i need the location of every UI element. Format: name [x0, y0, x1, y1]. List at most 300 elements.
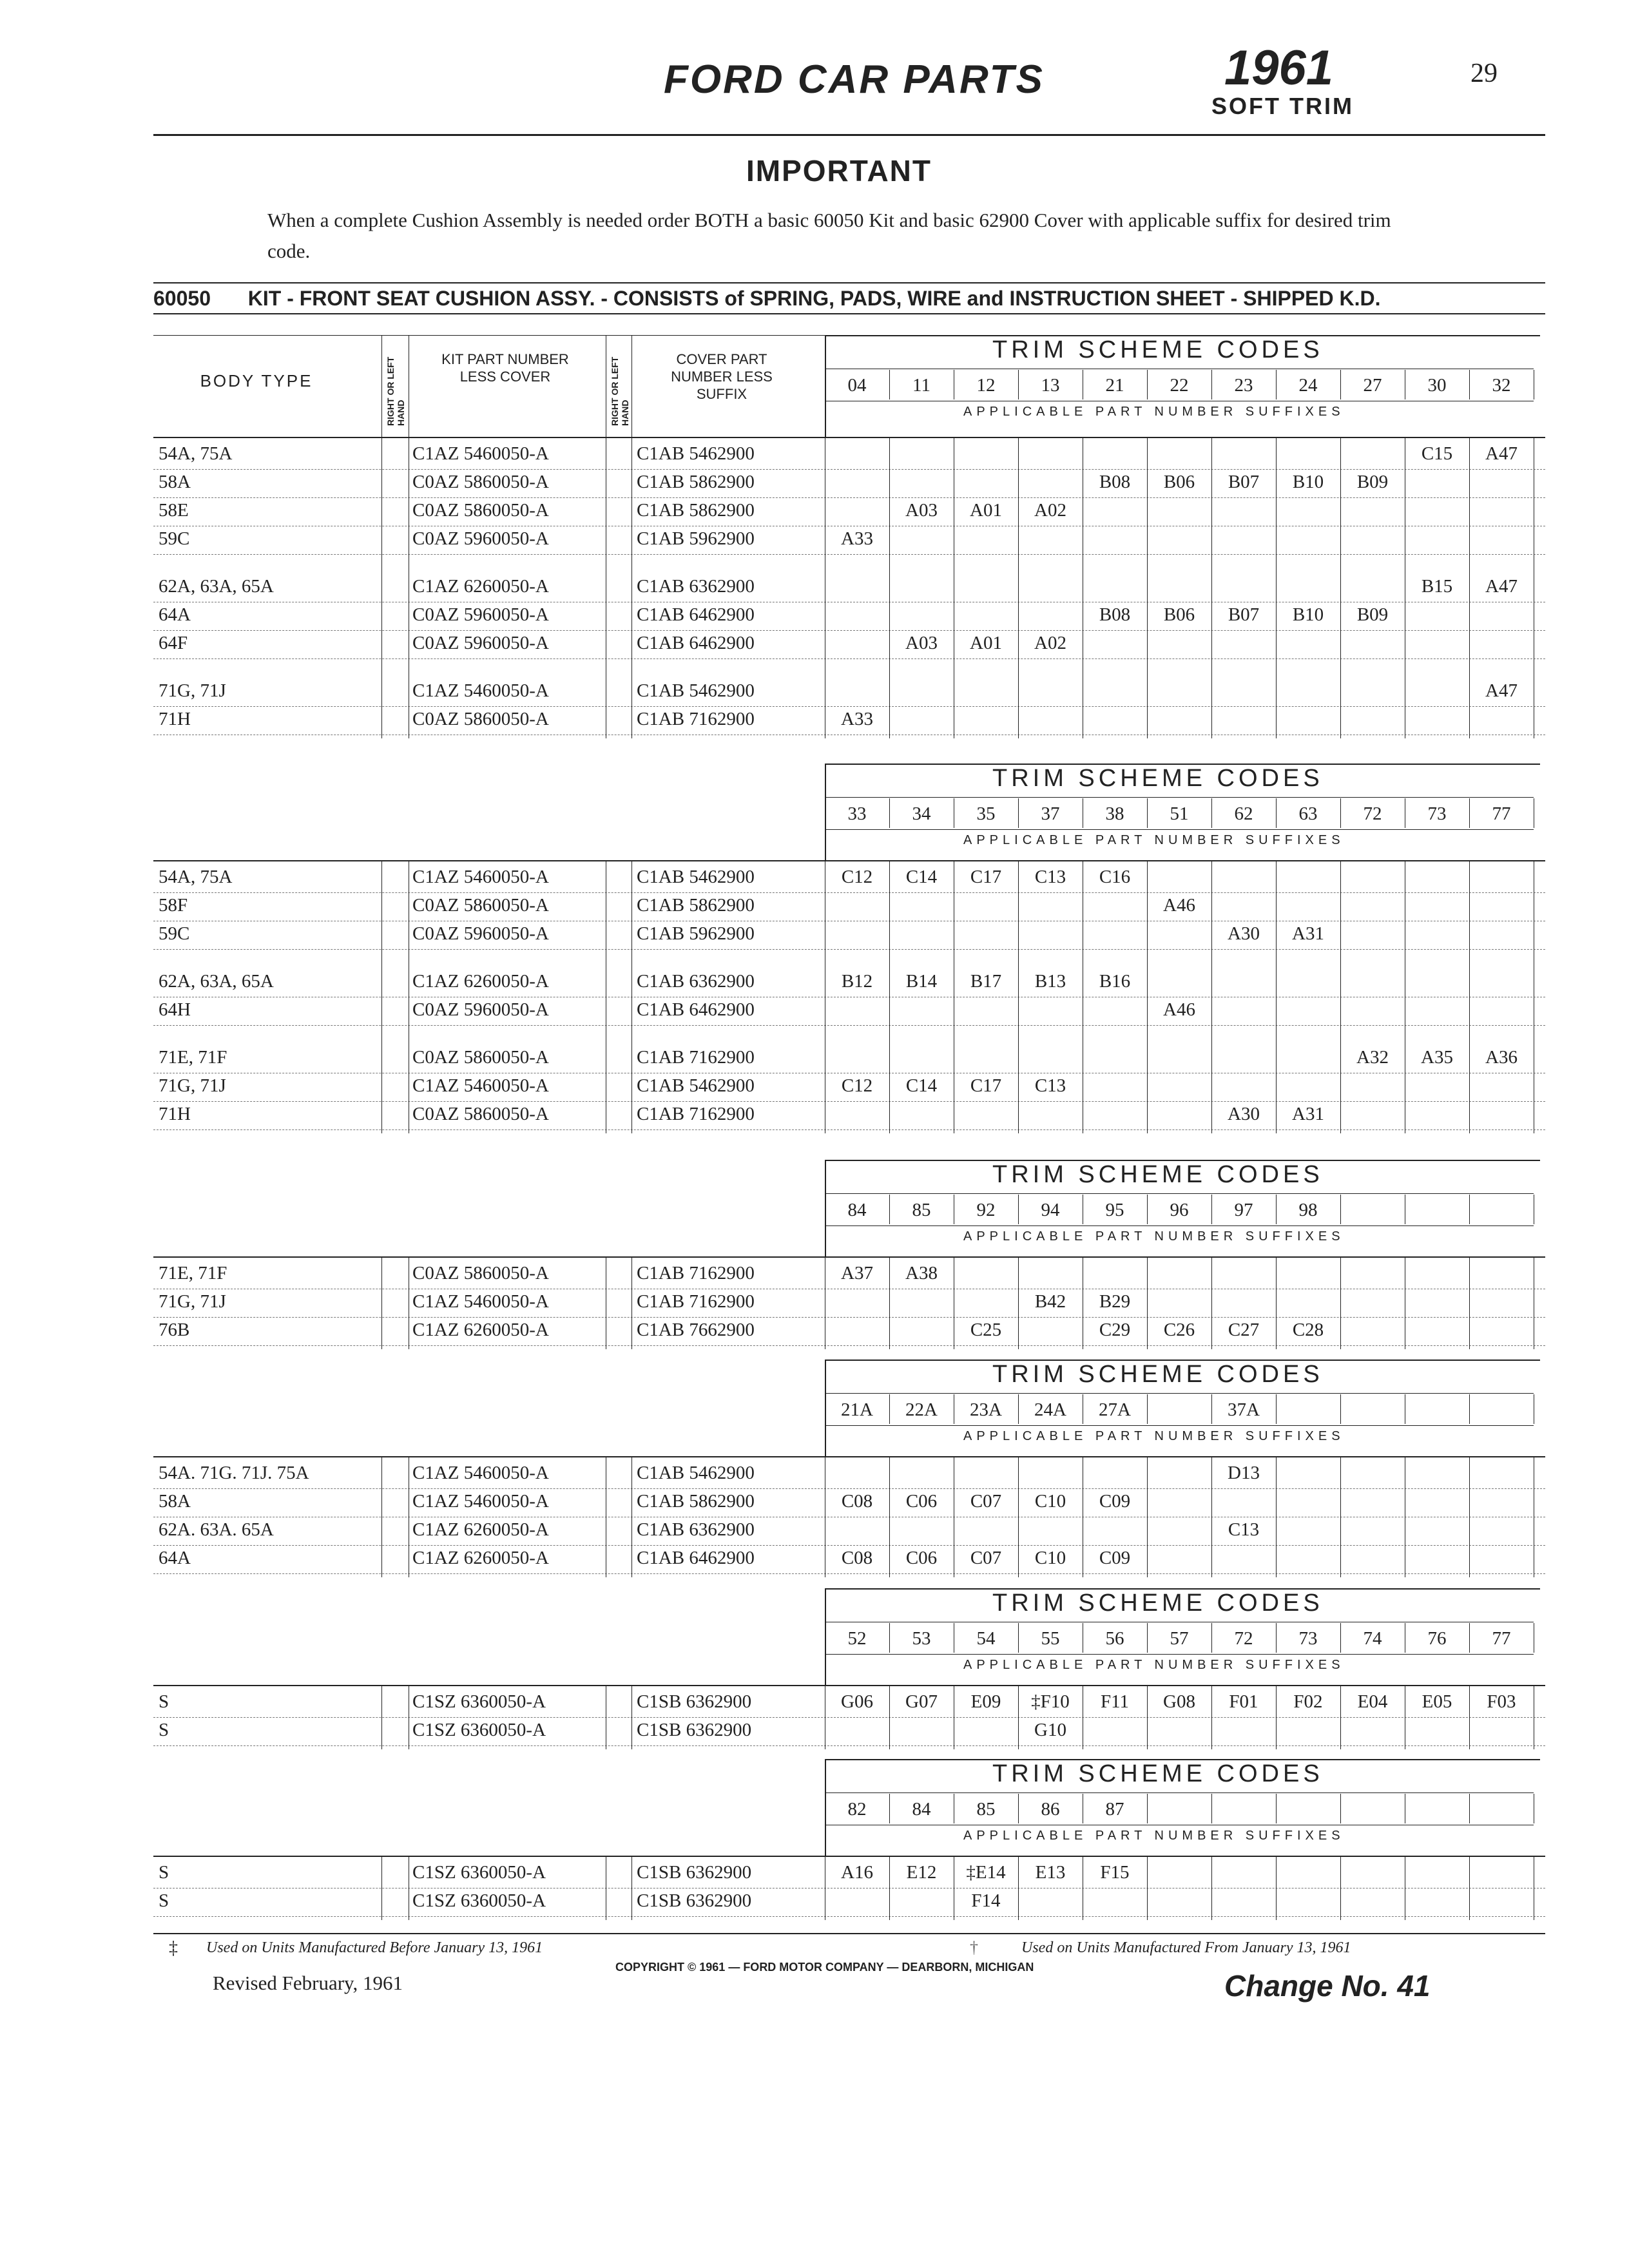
cover-part-number: C1SB 6362900	[637, 1862, 752, 1883]
part-suffix-cell: A38	[905, 1263, 938, 1283]
suffix-column-divider	[1469, 437, 1470, 738]
part-suffix-cell: C17	[970, 1075, 1002, 1096]
part-suffix-cell: A03	[905, 500, 938, 521]
kit-part-number: C0AZ 5960050-A	[412, 528, 549, 549]
suffix-column-divider	[1340, 860, 1341, 1133]
trim-code: 82	[847, 1799, 867, 1820]
cover-part-number: C1AB 7162900	[637, 1291, 755, 1312]
kit-part-number: C0AZ 5960050-A	[412, 604, 549, 625]
part-suffix-cell: B15	[1421, 576, 1453, 597]
cover-part-header: COVER PART NUMBER LESS SUFFIX	[671, 351, 773, 402]
cover-part-number: C1AB 6362900	[637, 971, 755, 992]
from-date-marker-icon: †	[970, 1938, 978, 1957]
part-suffix-cell: E13	[1035, 1862, 1066, 1883]
suffix-column-divider	[889, 1456, 890, 1577]
trim-scheme-codes-label: TRIM SCHEME CODES	[992, 1361, 1324, 1388]
part-suffix-cell: F14	[971, 1890, 1001, 1911]
suffix-column-divider	[1469, 1685, 1470, 1749]
cover-part-number: C1AB 7162900	[637, 1104, 755, 1124]
cover-part-number: C1AB 6462900	[637, 604, 755, 625]
trim-code-divider	[1276, 798, 1277, 828]
table-column-divider	[381, 1256, 382, 1349]
part-suffix-cell: A35	[1421, 1047, 1453, 1068]
table-column-divider	[631, 860, 632, 1133]
part-suffix-cell: A47	[1485, 576, 1518, 597]
trim-code: 22A	[905, 1399, 938, 1420]
suffix-column-divider	[1340, 437, 1341, 738]
trim-code-divider	[1018, 1195, 1019, 1224]
page-title: FORD CAR PARTS	[664, 57, 1045, 102]
trim-code: 12	[976, 375, 996, 396]
suffix-column-divider	[889, 1256, 890, 1349]
part-suffix-cell: C29	[1099, 1320, 1131, 1340]
trim-code-divider	[1147, 370, 1148, 399]
trim-code-divider	[889, 1195, 890, 1224]
table-column-divider	[381, 860, 382, 1133]
trim-code-divider	[1469, 798, 1470, 828]
part-suffix-cell: G10	[1034, 1720, 1066, 1740]
trim-code: 73	[1427, 803, 1447, 824]
part-suffix-cell: B29	[1099, 1291, 1131, 1312]
body-type-cell: 64F	[159, 633, 188, 653]
kit-part-number: C1AZ 5460050-A	[412, 1291, 549, 1312]
kit-part-number: C1SZ 6360050-A	[412, 1720, 546, 1740]
trim-code: 92	[976, 1200, 996, 1220]
trim-code: 21A	[841, 1399, 873, 1420]
kit-part-number: C1AZ 6260050-A	[412, 576, 549, 597]
cover-part-number: C1AB 6462900	[637, 999, 755, 1020]
part-suffix-cell: C08	[841, 1491, 873, 1512]
trim-code: 33	[847, 803, 867, 824]
trim-code: 72	[1234, 1628, 1253, 1649]
trim-code-row-top-rule	[825, 1792, 1534, 1793]
kit-number: 60050	[153, 287, 211, 310]
body-type-cell: 58A	[159, 1491, 191, 1512]
before-date-marker-icon: ‡	[169, 1938, 178, 1958]
part-suffix-cell: E04	[1357, 1691, 1388, 1712]
suffix-column-divider	[1018, 1685, 1019, 1749]
cover-part-number: C1AB 6362900	[637, 576, 755, 597]
body-type-cell: 54A, 75A	[159, 443, 233, 464]
body-type-header: BODY TYPE	[200, 371, 313, 390]
suffix-column-divider	[1276, 1456, 1277, 1577]
body-type-cell: S	[159, 1720, 169, 1740]
part-suffix-cell: C06	[905, 1548, 938, 1568]
part-suffix-cell: A16	[841, 1862, 873, 1883]
cover-part-number: C1AB 5462900	[637, 443, 755, 464]
important-heading: IMPORTANT	[746, 154, 932, 187]
kit-part-number: C0AZ 5960050-A	[412, 923, 549, 944]
table-column-divider	[631, 1456, 632, 1577]
trim-code-divider	[1211, 1794, 1212, 1823]
footnote-before: Used on Units Manufactured Before January 13, 1961	[206, 1939, 543, 1956]
cover-part-number: C1AB 5962900	[637, 923, 755, 944]
part-suffix-cell: C15	[1421, 443, 1453, 464]
cover-part-number: C1AB 5862900	[637, 472, 755, 492]
part-suffix-cell: ‡E14	[966, 1862, 1006, 1883]
trim-code: 85	[976, 1799, 996, 1820]
trim-code: 27	[1363, 375, 1382, 396]
part-suffix-cell: ‡F10	[1031, 1691, 1070, 1712]
body-type-cell: 59C	[159, 923, 190, 944]
suffix-column-divider	[1018, 860, 1019, 1133]
trim-code: 76	[1427, 1628, 1447, 1649]
trim-code: 77	[1492, 803, 1511, 824]
part-suffix-cell: A36	[1485, 1047, 1518, 1068]
part-suffix-cell: A30	[1228, 1104, 1260, 1124]
suffix-column-divider	[1469, 1256, 1470, 1349]
kit-part-number: C0AZ 5860050-A	[412, 472, 549, 492]
kit-part-number: C1AZ 6260050-A	[412, 1320, 549, 1340]
trim-code-row-bottom-rule	[825, 1425, 1534, 1426]
part-suffix-cell: G07	[905, 1691, 938, 1712]
cover-part-number: C1AB 5462900	[637, 680, 755, 701]
table-row-rule	[153, 706, 1545, 707]
table-row-rule	[153, 1573, 1545, 1574]
body-type-cell: 58E	[159, 500, 189, 521]
table-row-rule	[153, 949, 1545, 950]
table-row-rule	[153, 1916, 1545, 1917]
trim-code: 30	[1427, 375, 1447, 396]
part-suffix-cell: A32	[1356, 1047, 1389, 1068]
header-rule	[153, 134, 1545, 136]
part-suffix-cell: C12	[841, 867, 873, 887]
kit-part-number: C1AZ 5460050-A	[412, 680, 549, 701]
body-type-cell: 62A, 63A, 65A	[159, 576, 274, 597]
part-suffix-cell: C26	[1163, 1320, 1195, 1340]
body-type-cell: S	[159, 1691, 169, 1712]
section-header-bottom-rule	[153, 1256, 1545, 1258]
part-suffix-cell: B06	[1163, 472, 1195, 492]
part-suffix-cell: A47	[1485, 680, 1518, 701]
trim-code-divider	[1469, 1623, 1470, 1653]
table-row-rule	[153, 469, 1545, 470]
part-suffix-cell: C10	[1034, 1548, 1066, 1568]
kit-part-number: C1AZ 5460050-A	[412, 1463, 549, 1483]
kit-part-number: C1SZ 6360050-A	[412, 1691, 546, 1712]
body-type-cell: 71H	[159, 709, 191, 729]
table-row-rule	[153, 630, 1545, 631]
suffix-column-divider	[1211, 1256, 1212, 1349]
part-suffix-cell: F03	[1487, 1691, 1516, 1712]
table-column-divider	[631, 1685, 632, 1749]
trim-code: 34	[912, 803, 931, 824]
part-suffix-cell: C13	[1034, 1075, 1066, 1096]
important-text: When a complete Cushion Assembly is needed order BOTH a basic 60050 Kit and basic 62900 Cover with applicable suffix for desired trim code.	[267, 209, 1391, 262]
body-type-cell: 62A, 63A, 65A	[159, 971, 274, 992]
trim-code-divider	[1276, 1623, 1277, 1653]
cover-part-number: C1AB 7162900	[637, 1263, 755, 1283]
trim-code-divider	[1340, 370, 1341, 399]
kit-part-number: C0AZ 5860050-A	[412, 500, 549, 521]
trim-code-divider	[1018, 1394, 1019, 1424]
part-suffix-cell: B06	[1163, 604, 1195, 625]
part-suffix-cell: C09	[1099, 1491, 1131, 1512]
trim-code-divider	[1147, 1794, 1148, 1823]
trim-scheme-codes-label: TRIM SCHEME CODES	[992, 1161, 1324, 1188]
kit-description-text: KIT - FRONT SEAT CUSHION ASSY. - CONSISTS of SPRING, PADS, WIRE and INSTRUCTION SHEET - SHIPPED K.D.	[247, 287, 1381, 310]
applicable-suffixes-label: APPLICABLE PART NUMBER SUFFIXES	[963, 833, 1345, 847]
trim-code-divider	[1469, 1195, 1470, 1224]
trim-code-divider	[889, 1394, 890, 1424]
suffix-column-divider	[1018, 437, 1019, 738]
column-header-top-rule	[153, 335, 825, 336]
part-suffix-cell: E09	[970, 1691, 1001, 1712]
part-suffix-cell: B14	[905, 971, 938, 992]
section-header-bottom-rule	[153, 437, 1545, 438]
body-type-cell: 64A	[159, 1548, 191, 1568]
suffix-column-divider	[1340, 1856, 1341, 1920]
kit-part-number: C1AZ 5460050-A	[412, 867, 549, 887]
trim-code-divider	[1469, 1794, 1470, 1823]
suffix-column-divider	[1276, 1685, 1277, 1749]
part-suffix-cell: A37	[841, 1263, 873, 1283]
body-type-cell: 76B	[159, 1320, 190, 1340]
trim-code-row-top-rule	[825, 1193, 1534, 1194]
trim-scheme-codes-label: TRIM SCHEME CODES	[992, 1760, 1324, 1787]
cover-part-number: C1AB 7162900	[637, 709, 755, 729]
revised-date: Revised February, 1961	[213, 1972, 403, 1994]
suffix-column-divider	[1276, 860, 1277, 1133]
part-suffix-cell: B10	[1292, 604, 1324, 625]
trim-code: 95	[1105, 1200, 1124, 1220]
trim-code-divider	[1276, 1794, 1277, 1823]
part-suffix-cell: B12	[841, 971, 873, 992]
part-suffix-cell: A46	[1163, 895, 1195, 916]
suffix-column-divider	[1469, 1456, 1470, 1577]
trim-code: 86	[1041, 1799, 1060, 1820]
body-type-cell: 71E, 71F	[159, 1047, 227, 1068]
part-suffix-cell: F15	[1100, 1862, 1130, 1883]
trim-code: 73	[1298, 1628, 1318, 1649]
part-suffix-cell: F02	[1293, 1691, 1323, 1712]
table-column-divider	[631, 1256, 632, 1349]
kit-part-number: C0AZ 5860050-A	[412, 895, 549, 916]
suffix-column-divider	[1340, 1256, 1341, 1349]
kit-part-header: KIT PART NUMBER LESS COVER	[441, 351, 569, 385]
table-row-rule	[153, 554, 1545, 555]
trim-code: 96	[1170, 1200, 1189, 1220]
part-suffix-cell: C07	[970, 1548, 1002, 1568]
kit-part-number: C1AZ 6260050-A	[412, 1519, 549, 1540]
trim-code: 54	[976, 1628, 996, 1649]
trim-code: 84	[912, 1799, 931, 1820]
trim-code-divider	[1340, 1623, 1341, 1653]
kit-part-number: C0AZ 5860050-A	[412, 1047, 549, 1068]
trim-code-divider	[1469, 370, 1470, 399]
part-suffix-cell: C12	[841, 1075, 873, 1096]
trim-code: 27A	[1099, 1399, 1131, 1420]
right-left-hand-header: RIGHT OR LEFT HAND	[610, 356, 630, 426]
trim-code-divider	[1469, 1394, 1470, 1424]
table-row-rule	[153, 1101, 1545, 1102]
part-suffix-cell: A46	[1163, 999, 1195, 1020]
trim-code-divider	[1276, 1195, 1277, 1224]
body-type-cell: 71G, 71J	[159, 1291, 226, 1312]
body-type-cell: S	[159, 1862, 169, 1883]
body-type-cell: 64A	[159, 604, 191, 625]
part-suffix-cell: A33	[841, 528, 873, 549]
part-suffix-cell: A33	[841, 709, 873, 729]
table-row-rule	[153, 892, 1545, 893]
suffix-column-divider	[1147, 437, 1148, 738]
trim-code: 13	[1041, 375, 1060, 396]
cover-part-number: C1AB 7662900	[637, 1320, 755, 1340]
body-type-cell: 54A, 75A	[159, 867, 233, 887]
trim-code: 37	[1041, 803, 1060, 824]
part-suffix-cell: A30	[1228, 923, 1260, 944]
part-suffix-cell: B07	[1228, 604, 1260, 625]
part-suffix-cell: C14	[905, 867, 938, 887]
suffix-column-divider	[1147, 860, 1148, 1133]
cover-part-number: C1AB 5462900	[637, 1075, 755, 1096]
part-suffix-cell: C28	[1292, 1320, 1324, 1340]
part-suffix-cell: B42	[1034, 1291, 1066, 1312]
suffix-column-divider	[889, 860, 890, 1133]
part-suffix-cell: G06	[841, 1691, 873, 1712]
kit-part-number: C1SZ 6360050-A	[412, 1862, 546, 1883]
kit-part-number: C0AZ 5860050-A	[412, 1104, 549, 1124]
trim-code-row-top-rule	[825, 797, 1534, 798]
column-header-divider	[381, 335, 382, 437]
trim-code-divider	[1211, 370, 1212, 399]
trim-code-divider	[1211, 1394, 1212, 1424]
table-column-divider	[631, 1856, 632, 1920]
kit-part-number: C1AZ 6260050-A	[412, 1548, 549, 1568]
trim-code-divider	[889, 1794, 890, 1823]
trim-code: 32	[1492, 375, 1511, 396]
part-suffix-cell: A01	[970, 500, 1002, 521]
part-suffix-cell: G08	[1163, 1691, 1195, 1712]
kit-line-rule-top	[153, 282, 1545, 284]
trim-code: 37A	[1228, 1399, 1260, 1420]
trim-scheme-codes-label: TRIM SCHEME CODES	[992, 765, 1324, 792]
suffix-column-divider	[1276, 1856, 1277, 1920]
suffix-column-divider	[1276, 1256, 1277, 1349]
trim-code: 94	[1041, 1200, 1060, 1220]
cover-part-number: C1SB 6362900	[637, 1691, 752, 1712]
part-suffix-cell: A01	[970, 633, 1002, 653]
trim-code-divider	[1211, 1623, 1212, 1653]
copyright: COPYRIGHT © 1961 — FORD MOTOR COMPANY — DEARBORN, MICHIGAN	[615, 1961, 1034, 1974]
table-column-divider	[381, 1856, 382, 1920]
trim-code: 53	[912, 1628, 931, 1649]
trim-code: 56	[1105, 1628, 1124, 1649]
part-suffix-cell: B09	[1356, 604, 1389, 625]
body-type-cell: S	[159, 1890, 169, 1911]
trim-code-divider	[1018, 370, 1019, 399]
suffix-column-divider	[1211, 860, 1212, 1133]
table-row-rule	[153, 1717, 1545, 1718]
body-type-cell: 58A	[159, 472, 191, 492]
trim-code: 23A	[970, 1399, 1002, 1420]
part-suffix-cell: B07	[1228, 472, 1260, 492]
suffix-column-divider	[1147, 1856, 1148, 1920]
body-type-cell: 59C	[159, 528, 190, 549]
part-suffix-cell: B08	[1099, 604, 1131, 625]
part-suffix-cell: A47	[1485, 443, 1518, 464]
trim-code-divider	[1276, 1394, 1277, 1424]
suffix-column-divider	[1147, 1456, 1148, 1577]
part-suffix-cell: C14	[905, 1075, 938, 1096]
suffix-column-divider	[1469, 1856, 1470, 1920]
table-row-rule	[153, 1545, 1545, 1546]
trim-code: 72	[1363, 803, 1382, 824]
trim-code: 22	[1170, 375, 1189, 396]
part-suffix-cell: A02	[1034, 500, 1066, 521]
trim-code: 74	[1363, 1628, 1382, 1649]
kit-part-number: C1AZ 6260050-A	[412, 971, 549, 992]
suffix-column-divider	[889, 437, 890, 738]
suffix-column-divider	[1211, 437, 1212, 738]
part-suffix-cell: C10	[1034, 1491, 1066, 1512]
page-number: 29	[1470, 59, 1498, 88]
trim-code: 35	[976, 803, 996, 824]
trim-code-divider	[1276, 370, 1277, 399]
section-header-bottom-rule	[153, 1456, 1545, 1457]
suffix-column-divider	[1340, 1456, 1341, 1577]
cover-part-number: C1AB 5462900	[637, 867, 755, 887]
change-number: Change No. 41	[1224, 1969, 1431, 2003]
kit-part-number: C0AZ 5960050-A	[412, 999, 549, 1020]
part-suffix-cell: C06	[905, 1491, 938, 1512]
suffix-column-divider	[1147, 1256, 1148, 1349]
body-type-cell: 58F	[159, 895, 188, 916]
section-header-bottom-rule	[153, 860, 1545, 861]
cover-part-number: C1SB 6362900	[637, 1720, 752, 1740]
trim-code: 85	[912, 1200, 931, 1220]
suffix-column-divider	[1018, 1456, 1019, 1577]
column-header-divider	[631, 335, 632, 437]
trim-code: 51	[1170, 803, 1189, 824]
trim-code: 55	[1041, 1628, 1060, 1649]
body-type-cell: 62A. 63A. 65A	[159, 1519, 274, 1540]
trim-code-divider	[1147, 1394, 1148, 1424]
trim-code: 38	[1105, 803, 1124, 824]
cover-part-number: C1AB 7162900	[637, 1047, 755, 1068]
trim-code: 57	[1170, 1628, 1189, 1649]
trim-code-divider	[1147, 1623, 1148, 1653]
kit-line-rule-bottom	[153, 313, 1545, 314]
trim-code-divider	[1340, 1794, 1341, 1823]
part-suffix-cell: A02	[1034, 633, 1066, 653]
catalog-year: 1961	[1224, 41, 1334, 95]
trim-code-row-bottom-rule	[825, 1654, 1534, 1655]
body-type-cell: 64H	[159, 999, 191, 1020]
table-row-rule	[153, 1488, 1545, 1489]
trim-code-divider	[1018, 1623, 1019, 1653]
section-header-bottom-rule	[153, 1856, 1545, 1857]
kit-part-number: C1SZ 6360050-A	[412, 1890, 546, 1911]
part-suffix-cell: D13	[1228, 1463, 1260, 1483]
table-column-divider	[381, 1456, 382, 1577]
trim-code: 98	[1298, 1200, 1318, 1220]
trim-code: 87	[1105, 1799, 1124, 1820]
part-suffix-cell: F01	[1229, 1691, 1258, 1712]
trim-code: 04	[847, 375, 867, 396]
suffix-column-divider	[1211, 1856, 1212, 1920]
trim-code: 97	[1234, 1200, 1253, 1220]
part-suffix-cell: E12	[906, 1862, 937, 1883]
trim-code: 62	[1234, 803, 1253, 824]
applicable-suffixes-label: APPLICABLE PART NUMBER SUFFIXES	[963, 1658, 1345, 1672]
kit-part-number: C0AZ 5960050-A	[412, 633, 549, 653]
suffix-column-divider	[889, 1685, 890, 1749]
part-suffix-cell: E05	[1422, 1691, 1452, 1712]
footer-rule	[153, 1933, 1545, 1934]
kit-part-number: C1AZ 5460050-A	[412, 1491, 549, 1512]
kit-part-number: C1AZ 5460050-A	[412, 443, 549, 464]
